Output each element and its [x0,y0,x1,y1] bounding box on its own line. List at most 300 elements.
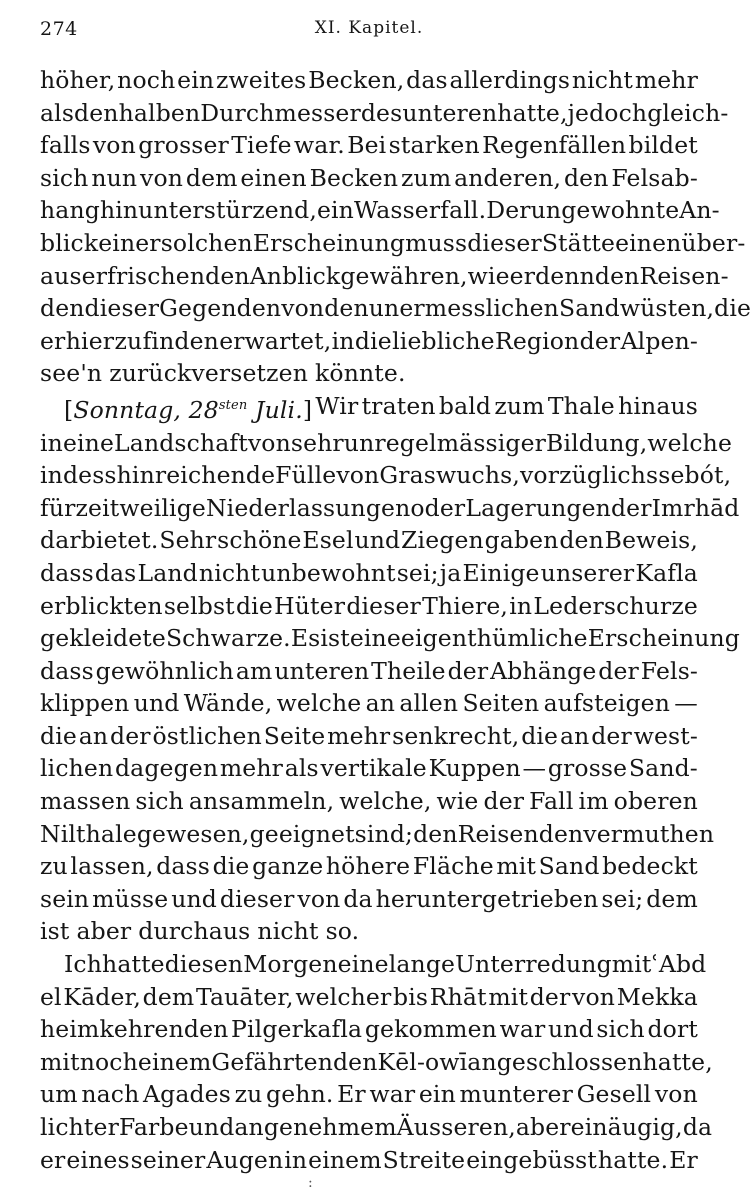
text-line [40,981,698,1014]
word: Gegenden [159,294,282,323]
word: als [40,98,75,127]
word: dagegen [114,754,219,783]
word: dort [647,1015,698,1044]
text-line [40,915,698,948]
date-number: 28 [188,395,219,424]
word: die [714,294,751,323]
text-line [40,194,720,227]
text-line [40,524,698,557]
word: bald [438,391,492,420]
text-line [40,590,698,623]
word: von [297,884,341,913]
word: das [406,66,448,94]
word: den [559,526,604,555]
word: sind; [354,819,414,848]
word: er [40,326,66,355]
word: dass [156,852,210,881]
word: höher, [40,66,116,94]
word: von [281,294,325,323]
text-line [40,948,707,981]
word: Wände, [183,689,273,718]
word: Der [486,196,531,225]
word: Kuppen [428,754,521,783]
word: ein [316,196,354,225]
word: zeitweilige [75,493,206,522]
text-line [40,720,698,753]
word: Pilgerkafla [231,1015,363,1044]
word: heruntergetrieben [375,884,599,913]
word: Fall [529,787,574,816]
text-line [40,260,729,293]
word: dieser [346,591,421,620]
word: Sehr [159,526,217,555]
word: dieser [219,884,295,913]
word: zurückversetzen [109,359,309,388]
word: dieser [467,228,542,257]
text-line [40,1013,698,1046]
word: Fläche [412,852,494,881]
word: Agades [143,1080,231,1109]
word: Reisenden [457,819,584,848]
running-header [40,18,698,54]
word: Tiefe [231,131,292,160]
word: hinaus [618,391,698,420]
word: Ich [64,950,103,979]
word: Morgen [243,950,338,979]
word: grosse [547,754,628,783]
word: Unterredung [455,950,612,979]
word: war. [294,131,345,160]
word: welche, [339,787,432,816]
word: Mekka [616,982,698,1011]
word: in [331,326,355,355]
text-line [40,687,698,720]
word: bedeckt [602,852,698,881]
word: aufsteigen [543,689,670,718]
word: bis [393,982,429,1011]
word: geeignet [249,819,355,848]
word: gehn. [266,1080,334,1109]
word: für [40,493,76,522]
word: Niederlassungen [205,493,411,522]
word: er [40,1145,66,1174]
word: massen [40,787,131,816]
word: unserer [540,558,635,587]
word: die [235,591,273,620]
word: einer [98,228,161,257]
word: des [360,98,403,127]
word: den [594,261,640,290]
word: zu [114,326,143,355]
word: müsse [92,884,169,913]
word: welcher [295,982,392,1011]
paragraph-1 [40,64,751,390]
word: so. [325,917,360,946]
word: lichter [40,1113,119,1141]
word: vorzüglich [519,461,647,490]
word: und [133,689,180,718]
word: von [92,131,136,160]
word: lassen, [70,852,154,881]
word: von [140,163,184,192]
word: Fels- [640,656,698,685]
word: heimkehrenden [40,1015,229,1044]
word: nicht [198,558,261,587]
word: Thale [547,391,615,420]
word: östlichen [152,721,262,750]
word: Kafla [635,558,698,587]
word: nun [91,163,138,192]
date-month: Juli. [255,395,303,424]
word: el [40,982,62,1011]
word: ʿAbd [651,950,707,979]
word: ansammeln, [188,787,335,816]
word: der [483,787,525,816]
word: finden [142,326,219,355]
word: ungewohnte [530,196,680,225]
word: Farbe [118,1113,189,1141]
word: Lagerungen [465,493,611,522]
word: see'n [40,359,103,388]
word: die [40,721,77,750]
word: Gesell [576,1080,652,1109]
word: Regenfällen [482,131,627,160]
word: der [529,982,571,1011]
paragraph-3 [40,948,713,1176]
word: mit [40,1047,80,1076]
word: nach [81,1080,140,1109]
word: An- [679,196,720,225]
word: aus [40,261,82,290]
text-line [40,97,729,130]
word: bildet [628,131,698,160]
word: blick [40,228,99,257]
word: den [40,294,85,323]
word: gewähren, [340,261,468,290]
word: allerdings [449,66,571,94]
text-line [40,1111,713,1144]
word: sein [40,884,90,913]
word: Seite [263,721,326,750]
word: Beweis, [604,526,698,555]
word: klippen [40,689,130,718]
word: die [212,852,250,881]
word: wie [436,787,479,816]
text-line [40,64,698,97]
word: hatte, [497,98,568,127]
word: den [413,819,458,848]
word: mehr [219,754,283,783]
paragraph-2-first-line [40,390,698,427]
word: unbewohnt [261,558,396,587]
word: könnte. [315,359,406,388]
word: anderen, [454,163,562,192]
word: Wir [315,391,359,420]
word: war [499,1015,546,1044]
word: in [40,428,63,457]
word: aber [515,1113,571,1141]
word: höhere [325,852,411,881]
text-line [40,357,698,390]
word: eigenthümliche [400,624,588,653]
word: mit [488,982,529,1011]
word: lange [388,950,456,979]
word: eines [66,1145,130,1174]
word: an [78,721,109,750]
word: — [674,689,698,718]
word: der [110,721,151,750]
word: als [284,754,319,783]
word: Stätte [541,228,616,257]
word: selbst [163,591,235,620]
word: hang [40,196,100,225]
word: gewöhnlich [95,656,234,685]
word: Er [669,1145,698,1174]
word: ist [40,917,70,946]
word: Alpen- [620,326,698,355]
word: unregelmässiger [343,428,547,457]
word: nicht [257,917,319,946]
word: den [74,98,119,127]
word: er [509,261,536,290]
word: das [94,558,137,587]
word: welche [647,428,733,457]
word: Abhänge [490,656,597,685]
word: sich [135,787,184,816]
word: diesen [164,950,244,979]
word: und [171,884,217,913]
page-number: 274 [40,18,78,40]
word: indess [40,461,117,490]
word: vertikale [320,754,427,783]
word: über- [681,228,746,257]
word: hinunterstürzend, [99,196,317,225]
text-line [40,325,698,358]
chapter-title: XI. Kapitel. [314,18,424,38]
body-text [40,64,751,1176]
word: Hüter [274,591,346,620]
word: hatte [102,950,165,979]
word: von [247,428,291,457]
text-line [40,227,746,260]
word: Land [137,558,198,587]
word: im [578,787,609,816]
text-line [40,818,715,851]
word: einem [308,1145,382,1174]
word: gaben [484,526,559,555]
word: hatte, [642,1047,713,1076]
word: die [521,721,559,750]
word: Einige [462,558,540,587]
word: durchaus [138,917,251,946]
word: munterer [459,1080,573,1109]
text-line [40,785,698,818]
word: welche [276,689,362,718]
word: einen [615,228,682,257]
word: starken [388,131,480,160]
word: Nilthale [40,819,137,848]
word: und [188,1113,235,1141]
date-open-bracket: [ [64,395,74,424]
word: Region [494,326,580,355]
word: mit [496,852,537,881]
word: der [598,656,639,685]
word: Theile [371,656,446,685]
word: dem [646,884,698,913]
text-line [40,1078,698,1111]
word: von [654,1080,698,1109]
word: den [324,294,369,323]
word: Streite [382,1145,466,1174]
word: Kāder, [63,982,141,1011]
word: einem [137,1047,212,1076]
text-line [40,162,698,195]
word: oder [410,493,466,522]
word: unermesslichen [368,294,559,323]
word: grosser [138,131,229,160]
word: der [610,493,652,522]
paragraph-2 [40,427,741,949]
word: darbietet. [40,526,159,555]
word: war [369,1080,416,1109]
word: von [336,461,380,490]
word: hinreichende [116,461,276,490]
word: zu [40,852,68,881]
word: senkrecht, [392,721,520,750]
word: dieser [84,294,160,323]
text-line [40,427,733,460]
word: Schwarze. [165,624,291,653]
word: hatte. [597,1145,669,1174]
word: da [682,1113,713,1141]
text-line [40,459,732,492]
word: Imrhād [651,493,740,522]
word: Bildung, [546,428,648,457]
word: Reisen- [639,261,729,290]
word: und [354,526,401,555]
word: ein [418,1080,456,1109]
text-line [40,129,698,162]
word: Es [290,624,321,653]
word: der [591,721,632,750]
word: sich [596,1015,645,1044]
word: — [522,754,547,783]
word: zum [401,163,452,192]
word: Rhāt [429,982,487,1011]
word: gekleidete [40,624,166,653]
word: Ziegen [401,526,484,555]
word: Fülle [275,461,337,490]
word: falls [40,131,91,160]
word: Felsab- [611,163,698,192]
date-day: Sonntag, [73,395,182,424]
word: Landschaft [114,428,248,457]
word: Erscheinung [252,228,406,257]
text-line [40,1046,713,1079]
word: einäugig, [570,1113,683,1141]
word: Er [337,1080,366,1109]
word: aber [76,917,132,946]
word: dem [185,163,238,192]
word: liebliche [392,326,495,355]
text-line [40,1144,698,1177]
word: lichen [40,754,114,783]
word: Sandwüsten, [558,294,715,323]
text-line [40,292,751,325]
word: dass [40,656,94,685]
word: Sand- [628,754,698,783]
word: da [343,884,373,913]
word: eine [349,624,401,653]
word: solchen [160,228,253,257]
word: um [40,1080,78,1109]
word: den [563,163,609,192]
word: seiner [130,1145,206,1174]
word: jedoch [567,98,648,127]
word: sehr [290,428,344,457]
word: Seiten [462,689,540,718]
word: halben [118,98,201,127]
word: die [354,326,392,355]
word: ganze [252,852,324,881]
word: oberen [613,787,698,816]
word: dass [40,558,94,587]
book-page [40,18,751,1176]
word: in [509,591,533,620]
word: der [447,656,489,685]
word: zu [234,1080,263,1109]
word: erfrischenden [81,261,250,290]
word: unteren [274,656,370,685]
word: sei; [601,884,644,913]
word: mehr [327,721,391,750]
word: gewesen, [136,819,250,848]
word: west- [633,721,698,750]
word: an [365,689,396,718]
word: erwartet, [219,326,332,355]
word: Bei [347,131,387,160]
word: zum [494,391,545,420]
word: mehr [634,66,698,94]
word: mit [611,950,652,979]
word: ja [439,558,462,587]
word: dem [142,982,195,1011]
word: einen [240,163,307,192]
date-annotation [64,390,312,427]
word: und [548,1015,594,1044]
word: an [559,721,590,750]
text-line [40,850,698,883]
word: Thiere, [422,591,509,620]
word: muss [405,228,468,257]
word: den [332,1047,378,1076]
word: ssebót, [646,461,732,490]
word: Becken, [308,66,405,94]
text-line [40,557,698,590]
word: Esel [302,526,354,555]
word: eingebüsst [466,1145,597,1174]
text-line [40,492,740,525]
word: Erscheinung [587,624,741,653]
word: Gefährten [211,1047,333,1076]
word: schöne [217,526,302,555]
word: unteren [402,98,498,127]
word: Anblick [249,261,341,290]
word: nicht [571,66,633,94]
word: eine [337,950,389,979]
word: ist [320,624,350,653]
word: Kēl-owī [377,1047,468,1076]
